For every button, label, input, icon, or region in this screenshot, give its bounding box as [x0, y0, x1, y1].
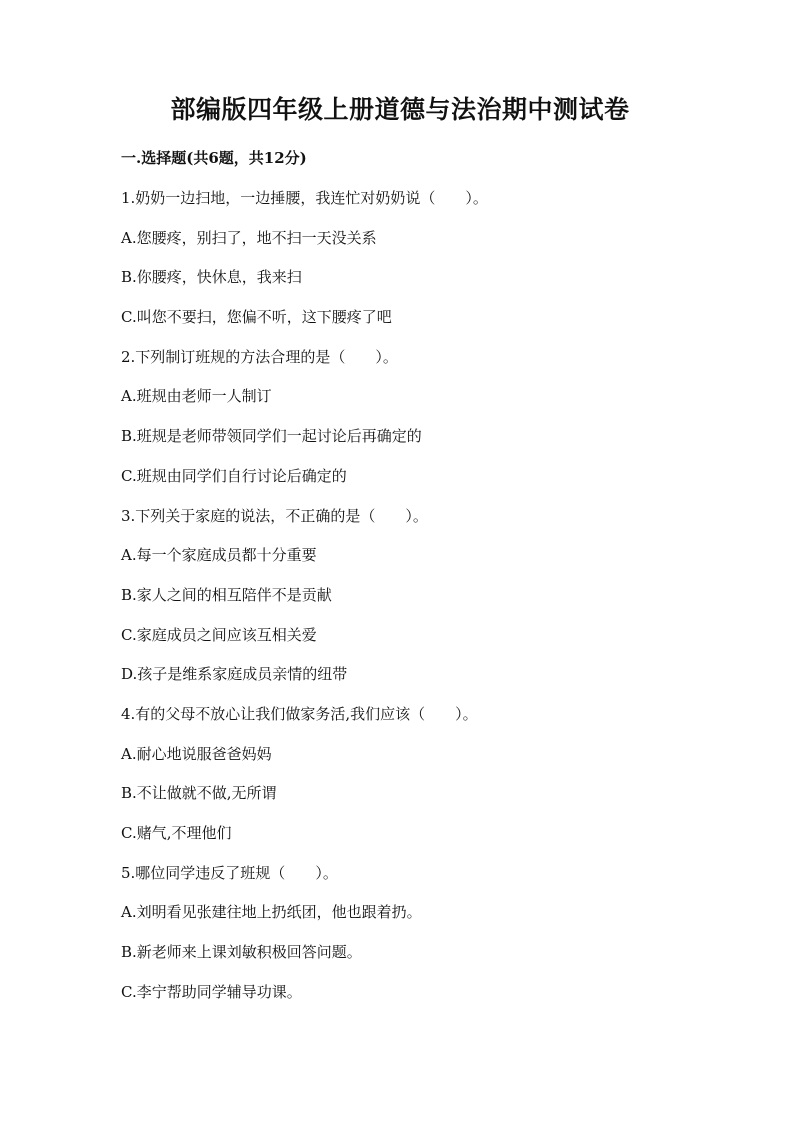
answer-option: C.李宁帮助同学辅导功课。 [121, 982, 302, 1001]
answer-option: A.耐心地说服爸爸妈妈 [121, 744, 272, 763]
answer-option: C.叫您不要扫，您偏不听，这下腰疼了吧 [121, 308, 392, 327]
question-stem: 2.下列制订班规的方法合理的是（ ）。 [121, 347, 398, 366]
question-section [121, 145, 761, 1018]
answer-option: B.家人之间的相互陪伴不是贡献 [121, 585, 332, 604]
answer-option: C.赌气,不理他们 [121, 824, 232, 842]
answer-option: A.您腰疼，别扫了，地不扫一天没关系 [121, 228, 377, 247]
question-stem: 3.下列关于家庭的说法，不正确的是（ ）。 [121, 506, 428, 525]
answer-option: A.每一个家庭成员都十分重要 [121, 546, 317, 565]
question-stem: 4.有的父母不放心让我们做家务活,我们应该（ ）。 [121, 704, 478, 723]
answer-option: B.新老师来上课刘敏积极回答问题。 [121, 943, 362, 962]
answer-option: B.你腰疼，快休息，我来扫 [121, 268, 302, 287]
answer-option: C.班规由同学们自行讨论后确定的 [121, 466, 347, 485]
answer-option: C.家庭成员之间应该互相关爱 [121, 625, 317, 644]
answer-option: B.班规是老师带领同学们一起讨论后再确定的 [121, 427, 422, 446]
page-title: 部编版四年级上册道德与法治期中测试卷 [170, 95, 630, 124]
answer-option: B.不让做就不做,无所谓 [121, 784, 277, 803]
question-stem: 5.哪位同学违反了班规（ ）。 [121, 863, 338, 882]
answer-option: D.孩子是维系家庭成员亲情的纽带 [121, 665, 348, 684]
answer-option: A.刘明看见张建往地上扔纸团，他也跟着扔。 [121, 903, 422, 922]
question-stem: 1.奶奶一边扫地，一边捶腰，我连忙对奶奶说（ ）。 [121, 189, 488, 207]
answer-option: A.班规由老师一人制订 [121, 387, 272, 406]
section-heading: 一.选择题(共6题，共12分) [121, 149, 307, 167]
